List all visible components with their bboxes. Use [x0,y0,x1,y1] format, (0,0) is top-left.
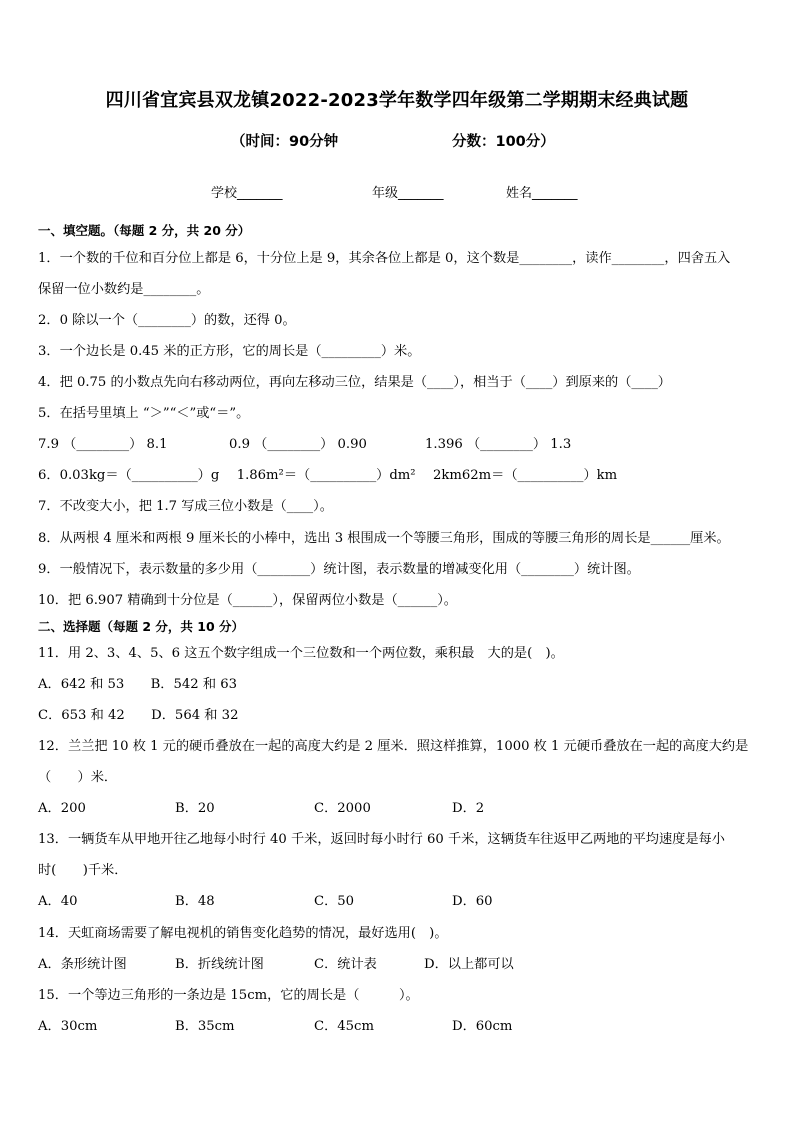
section-heading-fill-in: 一、填空题。（每题 2 分，共 20 分） [38,223,251,238]
question-line: 10．把 6.907 精确到十分位是（______），保留两位小数是（______）。 [38,593,457,608]
question-line: 1．一个数的千位和百分位上都是 6，十分位上是 9，其余各位上都是 0，这个数是________，读作________，四舍五入 [38,251,731,266]
q5-item: 1.396 （________） 1.3 [425,437,572,452]
question-line: 4．把 0.75 的小数点先向右移动两位，再向左移动三位，结果是（____），相当于（____）到原来的（____） [38,375,671,390]
grade-field: 年级_______ [372,186,444,201]
exam-score: 分数：100分） [452,134,555,150]
question-line: 保留一位小数约是________。 [38,282,210,297]
name-field: 姓名_______ [506,186,578,201]
option-c: C．统计表 [314,957,377,972]
option-b: B．20 [175,801,215,816]
option-d: D．以上都可以 [424,957,514,972]
question-stem: 14．天虹商场需要了解电视机的销售变化趋势的情况，最好选用( )。 [38,926,448,941]
option-row: A．642 和 53 B．542 和 63 [38,677,238,692]
option-c: C．45cm [314,1019,374,1034]
question-line: 9．一般情况下，表示数量的多少用（________）统计图，表示数量的增减变化用（________）统计图。 [38,562,640,577]
question-stem: 时( )千米． [38,863,128,878]
option-a: A．200 [38,801,86,816]
option-d: D．2 [452,801,485,816]
exam-time: （时间：90分钟 [231,134,339,150]
question-line: 6．0.03kg＝（__________）g 1.86m²＝（__________）dm² 2km62m＝（__________）km [38,468,618,483]
q5-item: 7.9 （________） 8.1 [38,437,168,452]
question-line: 8．从两根 4 厘米和两根 9 厘米长的小棒中，选出 3 根围成一个等腰三角形，围成的等腰三角形的周长是______厘米。 [38,531,730,546]
q5-item: 0.9 （________） 0.90 [229,437,367,452]
page-title: 四川省宜宾县双龙镇2022-2023学年数学四年级第二学期期末经典试题 [105,90,689,111]
option-b: B．35cm [175,1019,235,1034]
option-c: C．50 [314,894,355,909]
question-stem: （ ）米． [38,770,118,785]
option-row: C．653 和 42 D．564 和 32 [38,708,239,723]
school-field: 学校_______ [211,186,283,201]
option-c: C．2000 [314,801,371,816]
option-a: A．40 [38,894,78,909]
section-heading-choice: 二、选择题（每题 2 分，共 10 分） [38,619,245,634]
option-a: A．30cm [38,1019,98,1034]
option-d: D．60 [452,894,493,909]
question-stem: 13．一辆货车从甲地开往乙地每小时行 40 千米，返回时每小时行 60 千米，这辆货车往返甲乙两地的平均速度是每小 [38,832,725,847]
option-a: A．条形统计图 [38,957,127,972]
question-line: 3．一个边长是 0.45 米的正方形，它的周长是（_________）米。 [38,344,421,359]
question-line: 7．不改变大小，把 1.7 写成三位小数是（____）。 [38,499,333,514]
option-d: D．60cm [452,1019,513,1034]
question-stem: 11．用 2、3、4、5、6 这五个数字组成一个三位数和一个两位数，乘积最 大的是( )。 [38,646,564,661]
question-line: 5．在括号里填上 “＞”“＜”或“＝”。 [38,406,250,421]
question-stem: 12．兰兰把 10 枚 1 元的硬币叠放在一起的高度大约是 2 厘米．照这样推算，1000 枚 1 元硬币叠放在一起的高度大约是 [38,739,749,754]
option-b: B．折线统计图 [175,957,264,972]
question-line: 2．0 除以一个（________）的数，还得 0。 [38,313,296,328]
option-b: B．48 [175,894,215,909]
question-stem: 15．一个等边三角形的一条边是 15cm，它的周长是（ ）。 [38,988,419,1003]
